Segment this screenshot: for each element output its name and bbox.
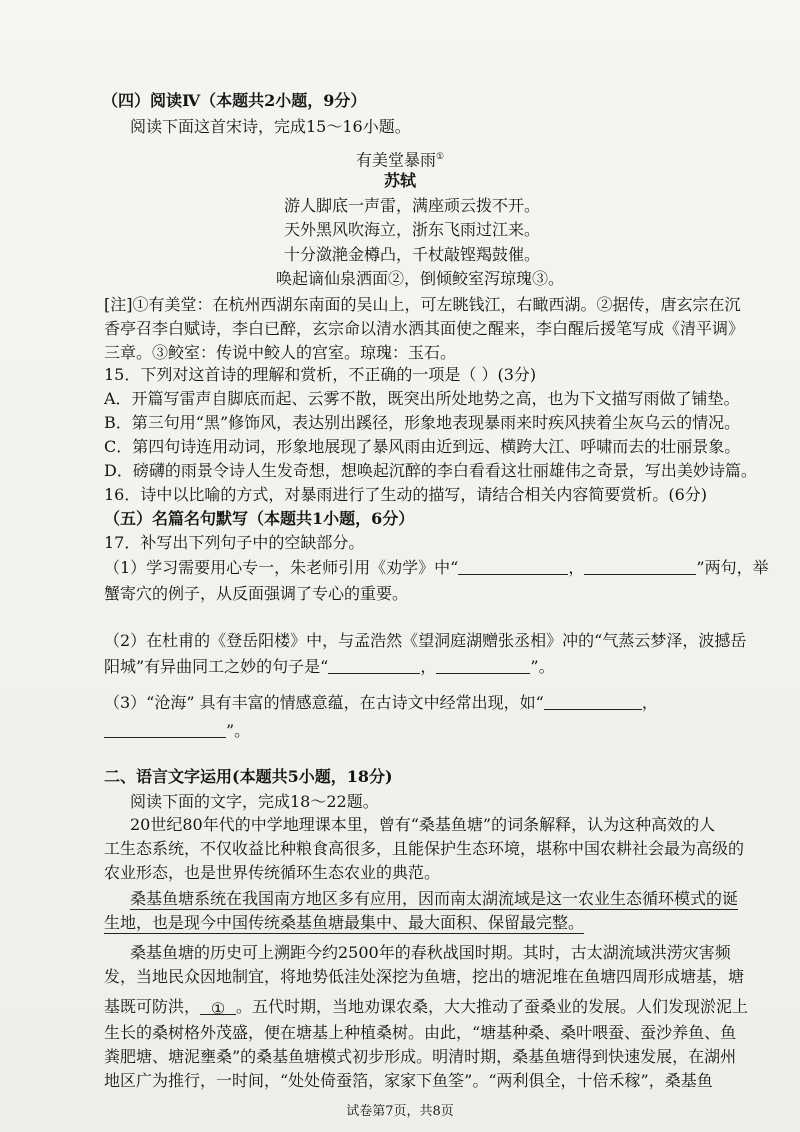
question-17-item-3: （3）“沧海” 具有丰富的情感意蕴，在古诗文中经常出现，如“ ， (104, 693, 658, 712)
question-15-stem: 15．下列对这首诗的理解和赏析，不正确的一项是（ ）(3分) (104, 365, 537, 384)
passage-line-with-blank: 基既可防洪， ① 。五代时期，当地劝课农桑，大大推动了蚕桑业的发展。人们发现淤泥上 (104, 997, 749, 1018)
question-15-option-d: D．磅礴的雨景令诗人生发奇想，想唤起沉醉的李白看看这壮丽雄伟之奇景，写出美妙诗篇。 (104, 461, 757, 480)
passage-line: 粪肥塘、塘泥壅桑”的桑基鱼塘模式初步形成。明清时期，桑基鱼塘得到快速发展，在湖州 (104, 1047, 737, 1066)
question-15-option-a: A．开篇写雷声自脚底而起、云雾不散，既突出所处地势之高，也为下文描写雨做了铺垫。 (104, 389, 740, 408)
answer-blank[interactable] (458, 558, 568, 575)
poem-line: 唤起谪仙泉洒面②，倒倾鲛室泻琼瑰③。 (276, 269, 565, 288)
question-15-option-b: B．第三句用“黑”修饰风，表达别出蹊径，形象地表现暴雨来时疾风挟着尘灰乌云的情况。 (104, 413, 741, 432)
passage-underlined-line: 生地，也是现今中国传统桑基鱼塘最集中、最大面积、保留最完整。 (104, 913, 585, 932)
section4-heading: （四）阅读Ⅳ（本题共2小题，9分） (102, 91, 367, 110)
poem-line: 游人脚底一声雷，满座顽云拨不开。 (284, 196, 541, 215)
question-17-item-1: （1）学习需要用心专一，朱老师引用《劝学》中“ ， ”两句，举 (104, 558, 769, 577)
poem-author: 苏轼 (383, 171, 416, 190)
answer-blank[interactable] (436, 657, 530, 674)
answer-blank[interactable]: ① (200, 998, 236, 1015)
question-17-item-1-cont: 蟹寄穴的例子，从反面强调了专心的重要。 (104, 584, 409, 603)
question-17-stem: 17．补写出下列句子中的空缺部分。 (104, 533, 365, 552)
passage-line: 桑基鱼塘的历史可上溯距今约2500年的春秋战国时期。其时，古太湖流域洪涝灾害频 (130, 943, 731, 962)
poem-note: 三章。③鲛室：传说中鲛人的宫室。琼瑰：玉石。 (104, 343, 457, 362)
poem-line: 十分潋滟金樽凸，千杖敲铿羯鼓催。 (284, 245, 541, 264)
poem-title: 有美堂暴雨① (355, 150, 445, 170)
passage-line: 生长的桑树格外茂盛，便在塘基上种植桑树。由此，“塘基种桑、桑叶喂蚕、蚕沙养鱼、鱼 (104, 1023, 737, 1042)
answer-blank[interactable] (104, 721, 226, 738)
question-15-option-c: C．第四句诗连用动词，形象地展现了暴风雨由近到远、横跨大江、呼啸而去的壮丽景象。 (104, 437, 741, 456)
passage-line: 地区广为推行，一时间，“处处倚蚕箔，家家下鱼筌”。“两利俱全，十倍禾稼”，桑基鱼 (104, 1071, 713, 1090)
passage-line: 发，当地民众因地制宜，将地势低洼处深挖为鱼塘，挖出的塘泥堆在鱼塘四周形成塘基，塘 (104, 967, 745, 986)
poem-note: 香亭召李白赋诗，李白已醉，玄宗命以清水洒其面使之醒来，李白醒后援笔写成《清平调》 (104, 319, 745, 338)
passage-line: 工生态系统，不仅收益比种粮食高很多，且能保护生态环境，堪称中国农耕社会最为高级的 (104, 839, 745, 858)
poem-note: [注]①有美堂：在杭州西湖东南面的吴山上，可左眺钱江，右瞰西湖。②据传，唐玄宗在沉 (104, 295, 741, 314)
poem-line: 天外黑风吹海立，浙东飞雨过江来。 (284, 220, 541, 239)
question-17-item-2: （2）在杜甫的《登岳阳楼》中，与孟浩然《望洞庭湖赠张丞相》冲的“气蒸云梦泽，波撼岳 (104, 631, 747, 650)
answer-blank[interactable] (584, 558, 696, 575)
passage-line: 农业形态，也是世界传统循环生态农业的典范。 (104, 863, 441, 882)
passage-line: 20世纪80年代的中学地理课本里，曾有“桑基鱼塘”的词条解释，认为这种高效的人 (130, 815, 716, 834)
section2-instruction: 阅读下面的文字，完成18～22题。 (130, 792, 379, 811)
answer-blank[interactable] (544, 693, 642, 710)
page-footer: 试卷第7页，共8页 (346, 1104, 454, 1119)
passage-underlined-line: 桑基鱼塘系统在我国南方地区多有应用，因而南太湖流域是这一农业生态循环模式的诞 (130, 889, 739, 908)
question-16: 16．诗中以比喻的方式，对暴雨进行了生动的描写，请结合相关内容简要赏析。(6分) (104, 485, 708, 504)
section5-heading: （五）名篇名句默写（本题共1小题，6分） (104, 509, 415, 528)
question-17-item-3-cont: ”。 (104, 720, 250, 742)
section4-instruction: 阅读下面这首宋诗，完成15～16小题。 (130, 117, 411, 136)
question-17-item-2-cont: 阳城”有异曲同工之妙的句子是“ ， ”。 (104, 657, 555, 676)
section2-heading: 二、语言文字运用(本题共5小题，18分) (104, 767, 393, 786)
answer-blank[interactable] (328, 657, 420, 674)
